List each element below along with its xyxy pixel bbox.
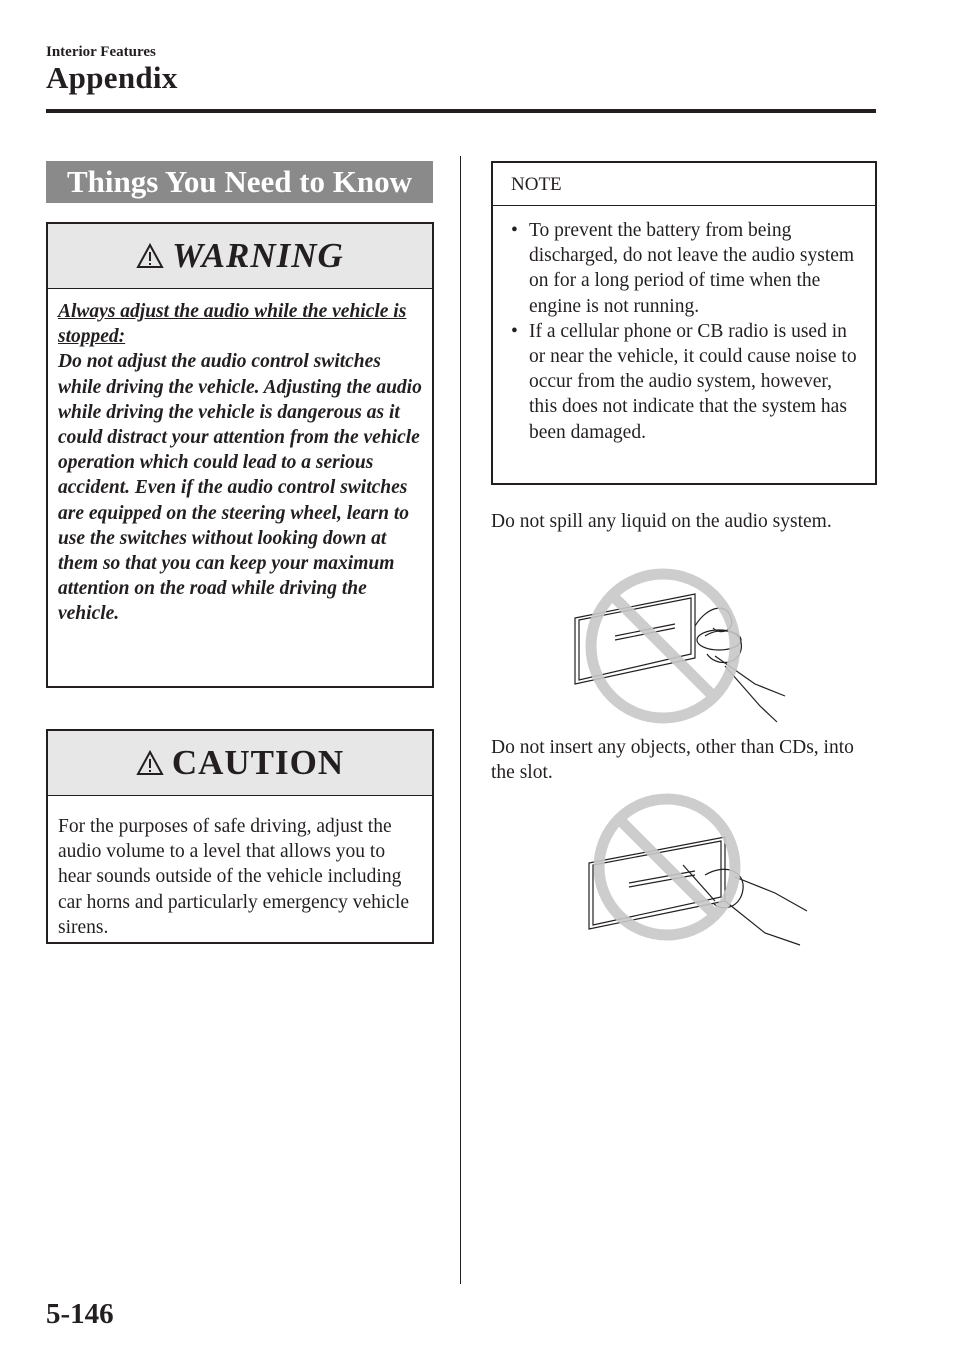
note-box — [491, 161, 877, 485]
insert-paragraph: Do not insert any objects, other than CDs, into the slot. — [491, 737, 854, 784]
page-number: 5-146 — [46, 1298, 114, 1330]
no-objects-illustration — [575, 793, 815, 953]
column-divider — [460, 156, 461, 1284]
section-banner: Things You Need to Know — [46, 161, 433, 203]
warning-text: Do not adjust the audio control switches while driving the vehicle. Adjusting the audio while driving the vehicle is dangerous as it could distract your attention from the vehicle operation which could lead to a serious accident. Even if the audio control switches are equipped on the steering wheel, learn to use the switches without looking down at them so that you can keep your maximum attention on the road while driving the vehicle. — [58, 351, 422, 625]
warning-box — [46, 222, 434, 688]
warning-lead: Always adjust the audio while the vehicle is stopped: — [58, 301, 407, 348]
note-title: NOTE — [493, 163, 875, 206]
spill-paragraph: Do not spill any liquid on the audio system. — [491, 511, 832, 532]
prohibition-sign-icon — [591, 574, 735, 718]
warning-triangle-icon — [136, 750, 164, 776]
prohibition-sign-icon — [599, 799, 735, 935]
note-item: • If a cellular phone or CB radio is used in or near the vehicle, it could cause noise to occur from the audio system, however, this does not indicate that the system has been damaged. — [507, 319, 861, 445]
header-rule — [46, 109, 876, 113]
warning-triangle-icon — [136, 243, 164, 269]
warning-title: WARNING — [172, 236, 344, 275]
note-item: • To prevent the battery from being discharged, do not leave the audio system on for a long period of time when the engine is not running. — [507, 218, 861, 319]
chapter-title: Appendix — [46, 60, 178, 95]
caution-title: CAUTION — [171, 743, 345, 782]
caution-header — [48, 731, 432, 796]
caution-box — [46, 729, 434, 944]
section-label: Interior Features — [46, 44, 156, 60]
no-liquid-illustration — [545, 566, 795, 728]
caution-body: For the purposes of safe driving, adjust the audio volume to a level that allows you to hear sounds outside of the vehicle including car horns and particularly emergency vehicle sirens. — [58, 816, 410, 938]
warning-header — [48, 224, 432, 289]
warning-body — [48, 289, 432, 627]
note-list — [493, 206, 875, 445]
